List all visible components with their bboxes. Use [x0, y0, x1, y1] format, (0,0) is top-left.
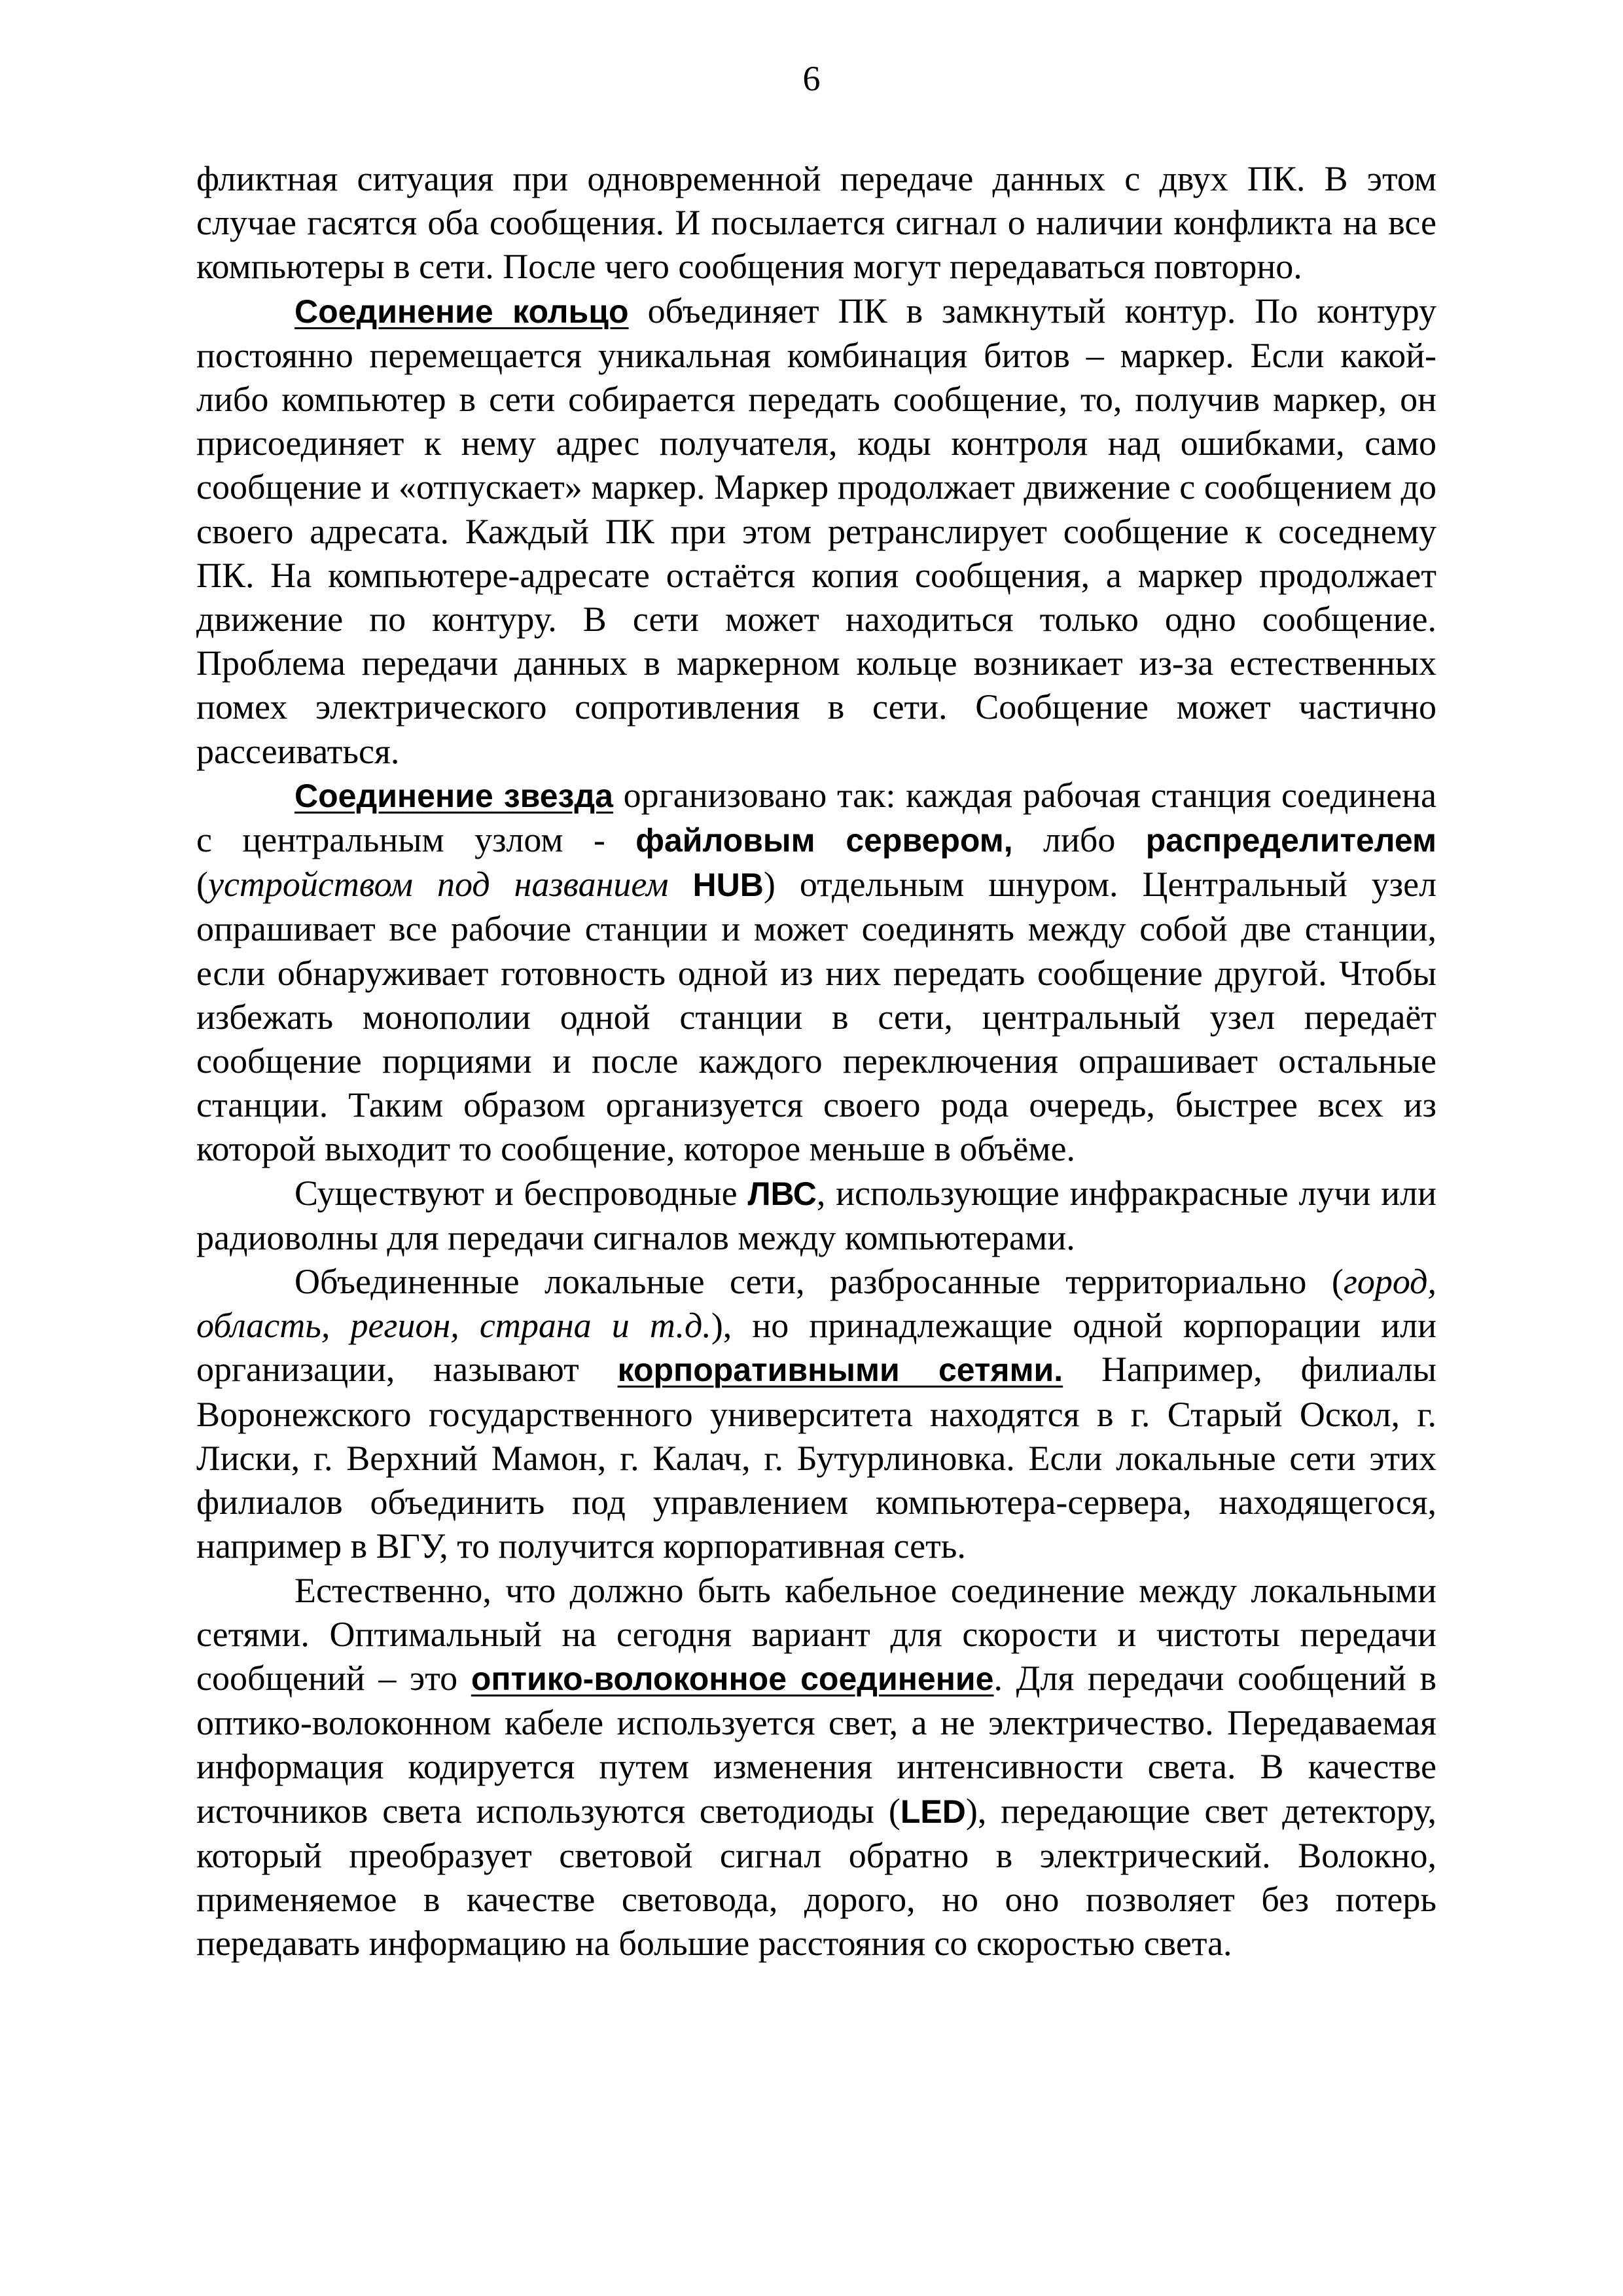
paragraph-star-text-2: либо: [1012, 820, 1146, 860]
paragraph-corporate-text-1: Объединенные локальные сети, разбросанные территориально (: [294, 1262, 1344, 1302]
italic-device-name: устройством под названием: [207, 865, 669, 905]
page-number: 6: [802, 59, 821, 98]
paragraph-fiber-text-3: ), передающие свет детектору, который преобразует световой сигнал обратно в электрический. Волокно, применяемое в качестве световода, дорого, но оно позволяет без потерь передавать информацию на большие расстояния со скоростью света.: [196, 1791, 1436, 1964]
paragraph-ring-text: объединяет ПК в замкнутый контур. По контуру постоянно перемещается уникальная комбинация битов – маркер. Если какой-либо компьютер в сети собирается передать сообщение, то, получив маркер, он присоединяет к нему адрес получателя, коды контроля над ошибками, само сообщение и «отпускает» маркер. Маркер продолжает движение с сообщением до своего адресата. Каждый ПК при этом ретранслирует сообщение к соседнему ПК. На компьютере-адресате остаётся копия сообщения, а маркер продолжает движение по контуру. В сети может находиться только одно сообщение. Проблема передачи данных в маркерном кольце возникает из-за естественных помех электрического сопротивления в сети. Сообщение может частично рассеиваться.: [196, 291, 1436, 771]
paragraph-fiber-text-1: Естественно, что должно быть кабельное соединение между локальными сетями. Оптимальный на сегодня вариант для скорости и чистоты передачи сообщений – это: [196, 1570, 1436, 1698]
paragraph-star-text-1: организовано так: каждая рабочая станция соединена с центральным узлом -: [196, 775, 1436, 860]
paragraph-star-text-3: (: [196, 865, 208, 905]
paragraph-wireless-text-1: Существуют и беспроводные: [294, 1173, 748, 1213]
term-corporate-networks: корпоративными сетями.: [617, 1352, 1063, 1389]
italic-regions: город, область, регион, страна и т.д.: [196, 1262, 1436, 1346]
paragraph-corporate: [196, 1260, 1436, 1568]
paragraph-fiber: [196, 1569, 1436, 1966]
term-lan: ЛВС: [747, 1175, 817, 1212]
paragraph-corporate-text-2: ), но принадлежащие одной корпорации или организации, называют: [196, 1306, 1436, 1390]
term-star-connection: Соединение звезда: [294, 777, 613, 814]
paragraph-star-text-5: ) отдельным шнуром. Центральный узел опрашивает все рабочие станции и может соединять между собой две станции, если обнаруживает готовность одной из них передать сообщение другой. Чтобы избежать монополии одной станции в сети, центральный узел передаёт сообщение порциями и после каждого переключения опрашивает остальные станции. Таким образом организуется своего рода очередь, быстрее всех из которой выходит то сообщение, которое меньше в объёме.: [196, 865, 1437, 1169]
paragraph-star: [196, 774, 1436, 1172]
term-fiber-optic-connection: оптико-волоконное соединение: [471, 1660, 994, 1697]
paragraph-collision: фликтная ситуация при одновременной передаче данных с двух ПК. В этом случае гасятся оба сообщения. И посылается сигнал о наличии конфликта на все компьютеры в сети. После чего сообщения могут передаваться повторно.: [196, 159, 1436, 287]
term-led: LED: [900, 1793, 966, 1830]
term-hub: HUB: [692, 867, 764, 904]
paragraph-star-text-4: [668, 865, 692, 904]
paragraph-fiber-text-2: . Для передачи сообщений в оптико-волоконном кабеле используется свет, а не электричество. Передаваемая информация кодируется путем изменения интенсивности света. В качестве источников света используются светодиоды (: [196, 1658, 1436, 1831]
term-file-server: файловым сервером,: [635, 822, 1013, 859]
term-distributor: распределителем: [1145, 822, 1437, 859]
paragraph-corporate-text-3: Например, филиалы Воронежского государственного университета находятся в г. Старый Оскол, г. Лиски, г. Верхний Мамон, г. Калач, г. Бутурлиновка. Если локальные сети этих филиалов объединить под управлением компьютера-сервера, находящегося, например в ВГУ, то получится корпоративная сеть.: [196, 1350, 1436, 1566]
term-ring-connection: Соединение кольцо: [294, 293, 629, 330]
body-text: [196, 157, 1436, 1965]
paragraph-wireless: [196, 1172, 1436, 1260]
paragraph-wireless-text-2: , использующие инфракрасные лучи или радиоволны для передачи сигналов между компьютерами.: [196, 1173, 1436, 1257]
paragraph-ring: [196, 289, 1436, 774]
